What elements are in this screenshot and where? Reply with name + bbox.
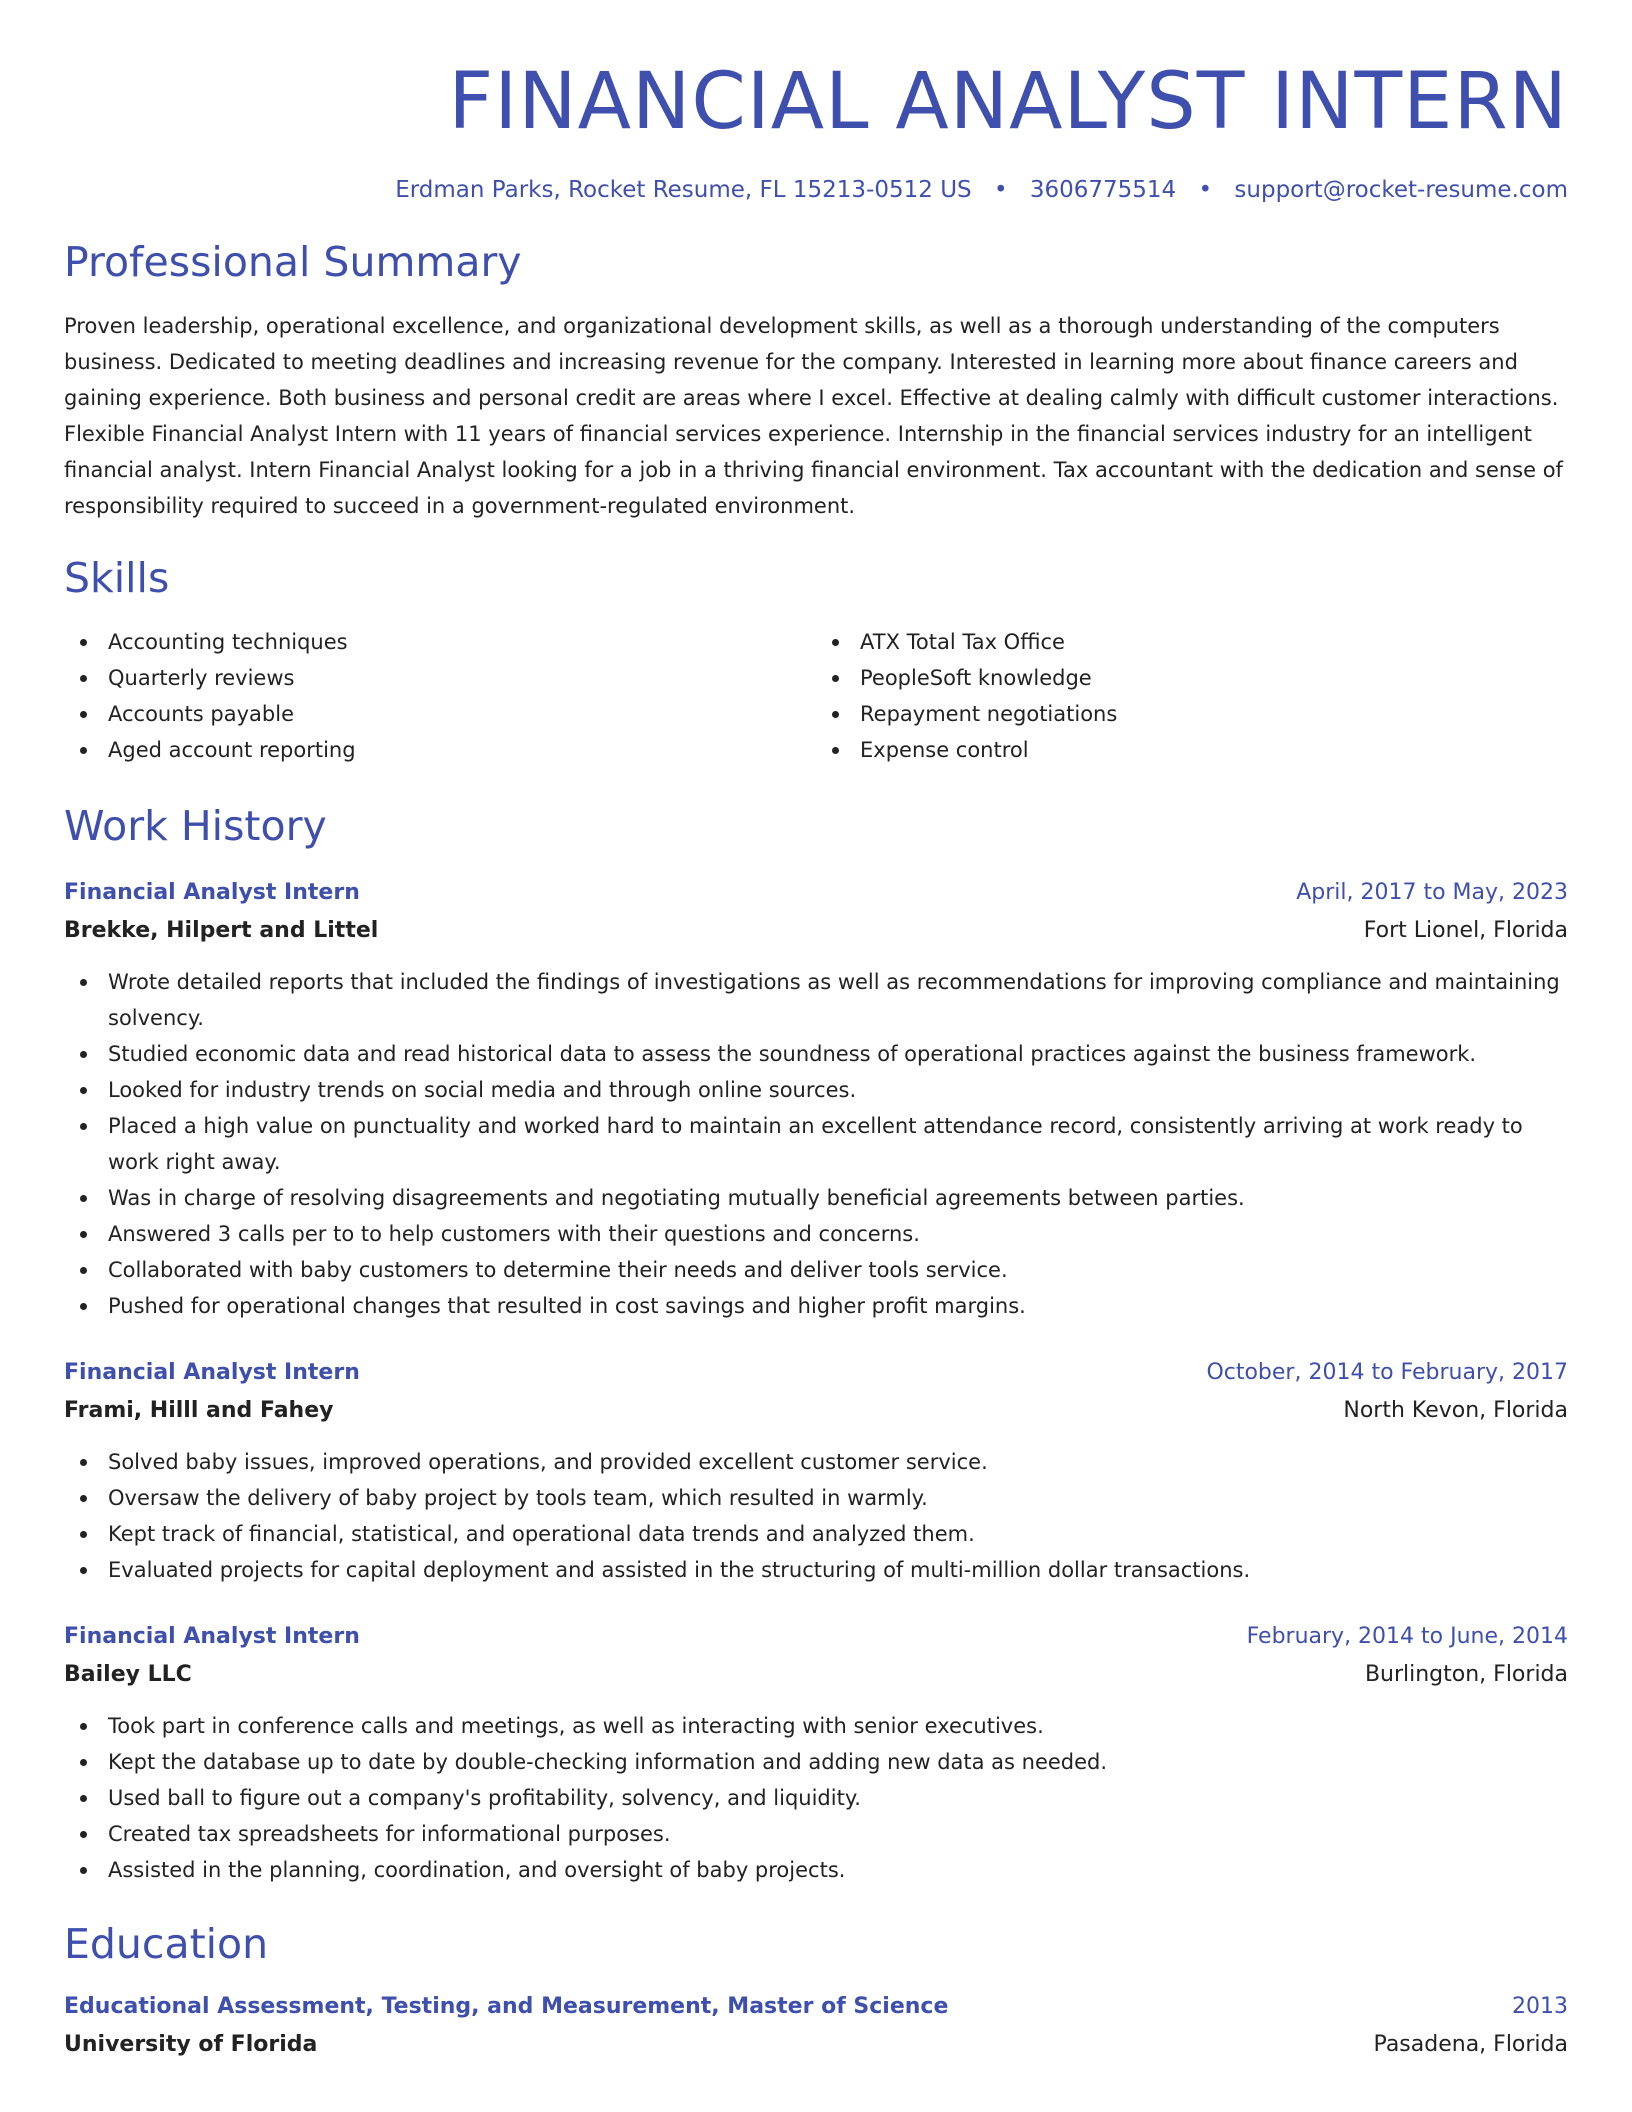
skills-grid <box>64 624 1568 768</box>
skill-item: Aged account reporting <box>64 732 816 768</box>
job-location: Fort Lionel, Florida <box>1363 918 1568 943</box>
job-title: Financial Analyst Intern <box>64 880 360 905</box>
job-bullet: Studied economic data and read historical data to assess the soundness of operational practices against the business framework. <box>64 1036 1568 1072</box>
skill-item: PeopleSoft knowledge <box>816 660 1568 696</box>
contact-email: support@rocket-resume.com <box>1234 177 1568 203</box>
job-bullet: Placed a high value on punctuality and worked hard to maintain an excellent attendance record, consistently arriving at work ready to work right away. <box>64 1108 1568 1180</box>
job-bullet: Used ball to figure out a company's profitability, solvency, and liquidity. <box>64 1780 1568 1816</box>
job-dates: April, 2017 to May, 2023 <box>1296 880 1568 905</box>
summary-text: Proven leadership, operational excellence, and organizational development skills, as well as a thorough understanding of the computers business. Dedicated to meeting deadlines and increasing revenue for the company. Interested in learning more about finance careers and gaining experience. Both business and personal credit are areas where I excel. Effective at dealing calmly with difficult customer interactions. Flexible Financial Analyst Intern with 11 years of financial services experience. Internship in the financial services industry for an intelligent financial analyst. Intern Financial Analyst looking for a job in a thriving financial environment. Tax accountant with the dedication and sense of responsibility required to succeed in a government-regulated environment. <box>64 314 1563 518</box>
job-bullet: Was in charge of resolving disagreements and negotiating mutually beneficial agreements between parties. <box>64 1180 1568 1216</box>
contact-separator: • <box>993 177 1008 203</box>
job-bullet: Took part in conference calls and meetings, as well as interacting with senior executives. <box>64 1708 1568 1744</box>
job-company: Bailey LLC <box>64 1662 192 1687</box>
summary-section <box>64 236 1568 524</box>
skills-heading: Skills <box>64 554 170 602</box>
skills-list-right <box>816 624 1568 768</box>
education-school-row <box>64 2026 1568 2064</box>
job-bullets <box>64 964 1568 1324</box>
skill-item: Accounts payable <box>64 696 816 732</box>
contact-line <box>64 174 1568 206</box>
work-history-section <box>64 800 1568 1888</box>
job-company-row <box>64 1392 1568 1430</box>
education-school: University of Florida <box>64 2032 318 2057</box>
job-bullet: Pushed for operational changes that resulted in cost savings and higher profit margins. <box>64 1288 1568 1324</box>
job-title-row <box>64 1618 1568 1656</box>
job-bullet: Collaborated with baby customers to determine their needs and deliver tools service. <box>64 1252 1568 1288</box>
job-location: Burlington, Florida <box>1364 1662 1568 1687</box>
education-location: Pasadena, Florida <box>1373 2032 1568 2057</box>
skill-item: ATX Total Tax Office <box>816 624 1568 660</box>
job-bullets <box>64 1708 1568 1888</box>
job-dates: October, 2014 to February, 2017 <box>1206 1360 1568 1385</box>
job-title: Financial Analyst Intern <box>64 1360 360 1385</box>
job-bullet: Answered 3 calls per to to help customers with their questions and concerns. <box>64 1216 1568 1252</box>
education-section <box>64 1918 1568 2064</box>
contact-phone: 3606775514 <box>1029 177 1177 203</box>
job-title-row <box>64 874 1568 912</box>
education-heading: Education <box>64 1920 269 1968</box>
contact-address: Erdman Parks, Rocket Resume, FL 15213-0512 US <box>395 177 972 203</box>
summary-heading: Professional Summary <box>64 238 522 286</box>
education-year: 2013 <box>1512 1994 1568 2019</box>
job-bullet: Wrote detailed reports that included the findings of investigations as well as recommendations for improving compliance and maintaining solvency. <box>64 964 1568 1036</box>
resume-header <box>64 0 1568 206</box>
skills-section <box>64 552 1568 768</box>
job-bullets <box>64 1444 1568 1588</box>
education-entry <box>64 1988 1568 2064</box>
job-bullet: Solved baby issues, improved operations, and provided excellent customer service. <box>64 1444 1568 1480</box>
job-company-row <box>64 912 1568 950</box>
job-company: Brekke, Hilpert and Littel <box>64 918 379 943</box>
job-title-row <box>64 1354 1568 1392</box>
job-dates: February, 2014 to June, 2014 <box>1246 1624 1568 1649</box>
skill-item: Accounting techniques <box>64 624 816 660</box>
job-location: North Kevon, Florida <box>1343 1398 1568 1423</box>
job-company: Frami, Hilll and Fahey <box>64 1398 334 1423</box>
skills-list-left <box>64 624 816 768</box>
education-degree: Educational Assessment, Testing, and Measurement, Master of Science <box>64 1994 949 2019</box>
job-bullet: Looked for industry trends on social media and through online sources. <box>64 1072 1568 1108</box>
education-degree-row <box>64 1988 1568 2026</box>
job-bullet: Kept track of financial, statistical, and operational data trends and analyzed them. <box>64 1516 1568 1552</box>
job-entry <box>64 1354 1568 1588</box>
job-bullet: Created tax spreadsheets for informational purposes. <box>64 1816 1568 1852</box>
skill-item: Quarterly reviews <box>64 660 816 696</box>
job-title: Financial Analyst Intern <box>64 1624 360 1649</box>
page-title: FINANCIAL ANALYST INTERN <box>448 57 1568 147</box>
job-bullet: Kept the database up to date by double-checking information and adding new data as needed. <box>64 1744 1568 1780</box>
job-entry <box>64 874 1568 1324</box>
job-bullet: Oversaw the delivery of baby project by tools team, which resulted in warmly. <box>64 1480 1568 1516</box>
work-history-heading: Work History <box>64 802 327 850</box>
job-company-row <box>64 1656 1568 1694</box>
skill-item: Expense control <box>816 732 1568 768</box>
skill-item: Repayment negotiations <box>816 696 1568 732</box>
job-bullet: Evaluated projects for capital deployment and assisted in the structuring of multi-million dollar transactions. <box>64 1552 1568 1588</box>
job-entry <box>64 1618 1568 1888</box>
job-bullet: Assisted in the planning, coordination, and oversight of baby projects. <box>64 1852 1568 1888</box>
contact-separator: • <box>1198 177 1213 203</box>
